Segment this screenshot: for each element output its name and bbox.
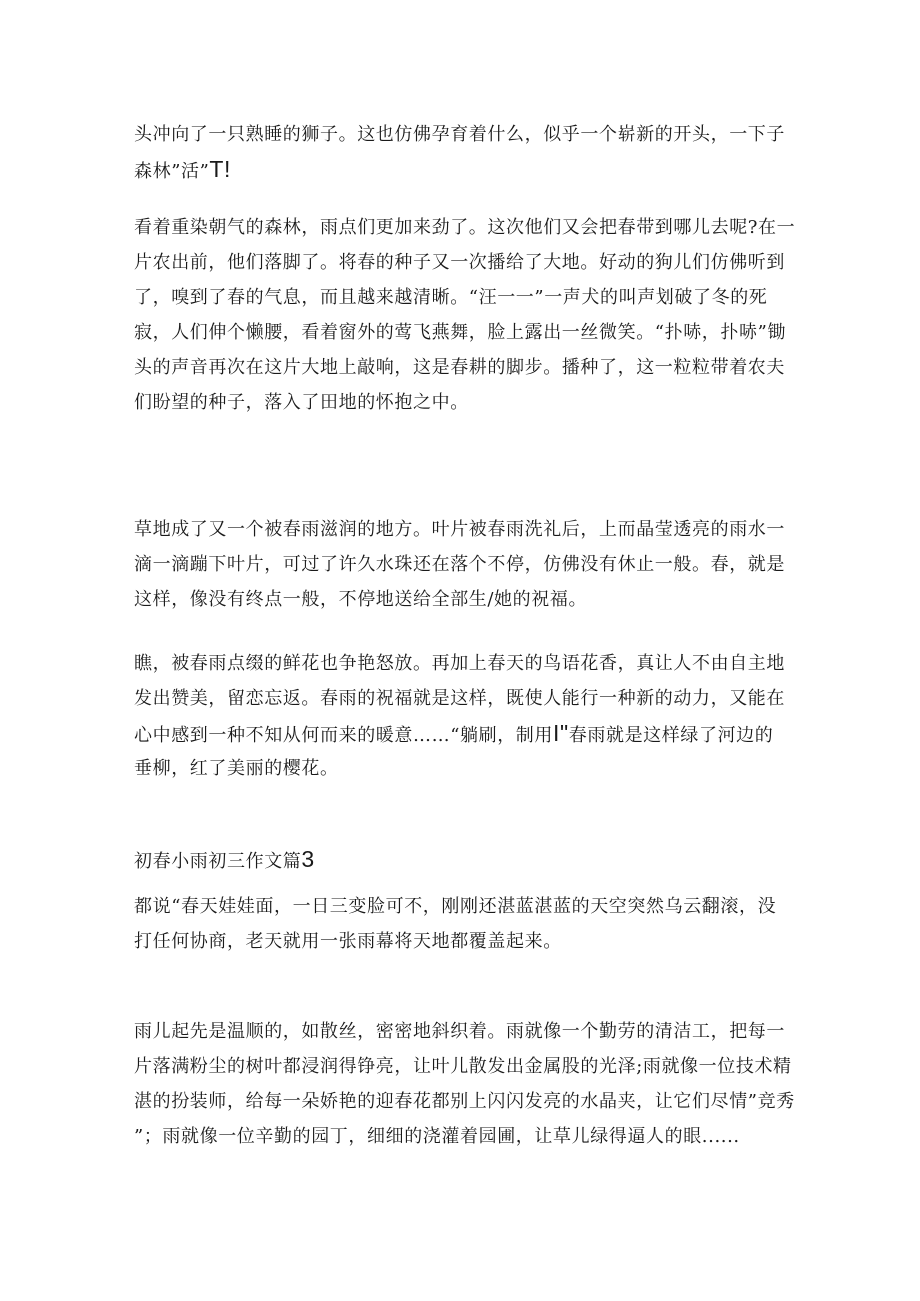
- paragraph-6: [134, 1014, 794, 1154]
- text-line: [134, 716, 794, 751]
- text-fragment: I": [553, 720, 569, 746]
- text-line: 头冲向了一只熟睡的狮子。这也仿佛孕育着什么，似乎一个崭新的开头，一下子: [134, 124, 785, 145]
- paragraph-1: [134, 117, 794, 187]
- text-line: 打任何协商，老天就用一张雨幕将天地都覆盖起来。: [134, 931, 562, 952]
- heading-number: 3: [301, 846, 315, 872]
- text-line: 滴一滴蹦下叶片，可过了许久水珠还在落个不停，仿佛没有休止一般。春，就是: [134, 554, 785, 575]
- text-line: 看着重染朝气的森林，雨点们更加来劲了。这次他们又会把春带到哪儿去呢?在一: [134, 217, 796, 238]
- text-line: 寂，人们伸个懒腰，看着窗外的莺飞燕舞，脸上露出一丝微笑。“扑哧，扑哧”锄: [134, 322, 787, 343]
- text-line: 都说“春天娃娃面，一日三变脸可不，刚刚还湛蓝湛蓝的天空突然乌云翻滚，没: [134, 896, 777, 917]
- text-fragment: 森林”活”: [134, 161, 210, 182]
- text-line: 发出赞美，留恋忘返。春雨的祝福就是这样，既使人能行一种新的动力，又能在: [134, 688, 785, 709]
- text-line: 片落满粉尘的树叶都浸润得铮亮，让叶儿散发出金属股的光泽;雨就像一位技术精: [134, 1056, 792, 1077]
- text-line: [134, 152, 794, 187]
- section-heading: [134, 842, 794, 877]
- text-fragment: 心中感到一种不知从何而来的暖意……“躺刷，制用: [134, 725, 553, 746]
- paragraph-5: [134, 889, 794, 959]
- text-line: 垂柳，红了美丽的樱花。: [134, 758, 339, 779]
- heading-text: 初春小雨初三作文篇: [134, 851, 302, 872]
- text-line: 片农出前，他们落脚了。将春的种子又一次播给了大地。好动的狗儿们仿佛听到: [134, 252, 785, 273]
- text-line: 湛的扮装师，给每一朵娇艳的迎春花都别上闪闪发亮的水晶夹，让它们尽情”竞秀: [134, 1091, 795, 1112]
- paragraph-2: [134, 210, 794, 420]
- text-line: 这样，像没有终点一般，不停地送给全部生/她的祝福。: [134, 589, 588, 610]
- text-line: 了，嗅到了春的气息，而且越来越清晰。“汪一一”一声犬的叫声划破了冬的死: [134, 287, 768, 308]
- text-fragment: T!: [209, 156, 232, 182]
- heading-line: [134, 842, 794, 877]
- text-line: 瞧，被春雨点缀的鲜花也争艳怒放。再加上春天的鸟语花香，真让人不由自主地: [134, 653, 785, 674]
- paragraph-3: [134, 512, 794, 617]
- text-line: 草地成了又一个被春雨滋润的地方。叶片被春雨洗礼后，上而晶莹透亮的雨水一: [134, 519, 785, 540]
- text-line: ”；雨就像一位辛勤的园丁，细细的浇灌着园圃，让草儿绿得逼人的眼......: [134, 1126, 740, 1147]
- paragraph-4: [134, 646, 794, 786]
- text-line: 雨儿起先是温顺的，如散丝，密密地斜织着。雨就像一个勤劳的清洁工，把每一: [134, 1021, 785, 1042]
- text-fragment: 春雨就是这样绿了河边的: [568, 725, 774, 746]
- text-line: 们盼望的种子，落入了田地的怀抱之中。: [134, 392, 469, 413]
- text-line: 头的声音再次在这片大地上敲响，这是春耕的脚步。播种了，这一粒粒带着农夫: [134, 357, 785, 378]
